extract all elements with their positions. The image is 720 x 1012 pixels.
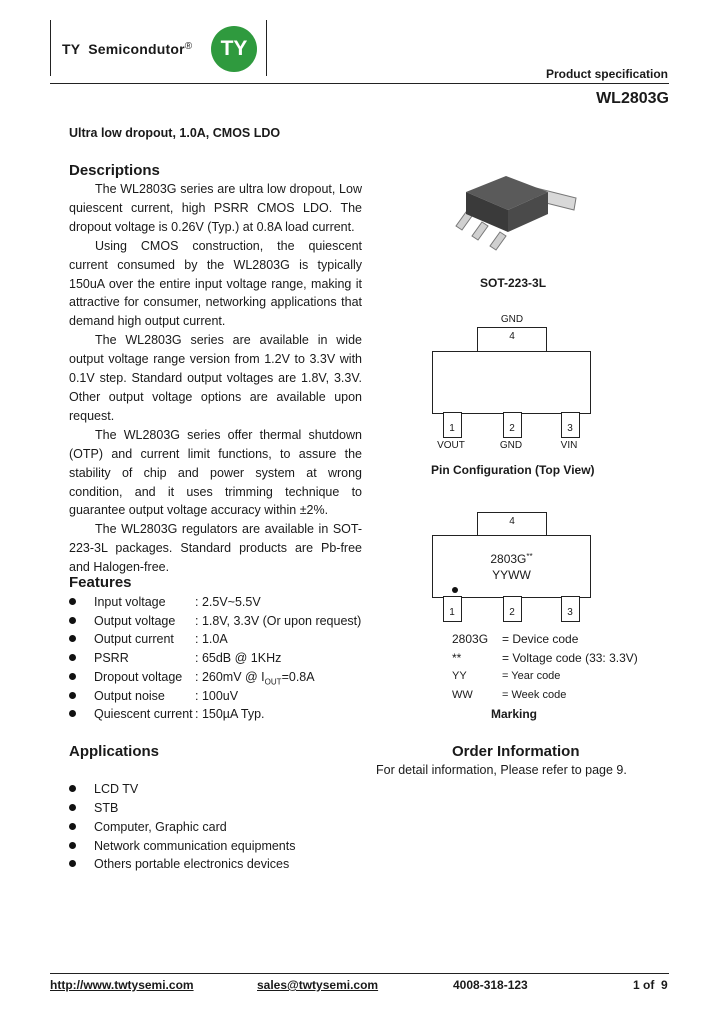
feature-value: : 150µA Typ. bbox=[195, 707, 265, 721]
application-label: Others portable electronics devices bbox=[94, 857, 290, 871]
legend-desc: = Year code bbox=[502, 670, 561, 682]
feature-label: Input voltage bbox=[94, 595, 166, 609]
legend-desc: = Device code bbox=[502, 632, 579, 646]
doc-type: Product specification bbox=[545, 67, 668, 81]
dropout-suffix: =0.8A bbox=[281, 670, 315, 684]
application-label: Computer, Graphic card bbox=[94, 820, 227, 834]
marking-tab-box bbox=[477, 512, 547, 537]
legend-code: 2803G bbox=[452, 632, 489, 646]
feature-value: : 1.8V, 3.3V (Or upon request) bbox=[195, 614, 362, 628]
pin-1-box bbox=[443, 412, 462, 438]
footer-rule bbox=[50, 973, 669, 974]
marking-line1 bbox=[433, 552, 590, 566]
legend-code: WW bbox=[452, 688, 473, 701]
pin-3-name: VIN bbox=[560, 440, 578, 451]
feature-label: Dropout voltage bbox=[94, 670, 183, 684]
legend-code: YY bbox=[452, 670, 467, 682]
registered-mark: ® bbox=[184, 41, 193, 52]
dropout-prefix: : 260mV @ I bbox=[195, 670, 265, 684]
feature-value: : 1.0A bbox=[195, 632, 228, 646]
applications-heading: Applications bbox=[69, 743, 160, 760]
marking-device-code: 2803G bbox=[490, 552, 527, 566]
footer-website-link[interactable]: http://www.twtysemi.com bbox=[50, 978, 194, 992]
desc-paragraph: The WL2803G series offer thermal shutdown (OTP) and current limit functions, to assure the stability of chip and power system at wrong condition, and it uses trimming technique to guarantee output voltage accuracy within ±2%. bbox=[69, 427, 362, 518]
application-label: LCD TV bbox=[94, 782, 139, 796]
package-caption: SOT-223-3L bbox=[480, 276, 547, 290]
legend-row bbox=[452, 649, 638, 668]
bullet-icon bbox=[69, 692, 76, 699]
bullet-icon bbox=[69, 804, 76, 811]
feature-value: : 65dB @ 1KHz bbox=[195, 651, 282, 665]
brand-text: TY Semicondutor bbox=[62, 41, 185, 57]
marking-tab-pin: 4 bbox=[509, 516, 515, 527]
order-info-heading: Order Information bbox=[452, 743, 580, 760]
pin-3-box bbox=[561, 412, 580, 438]
ty-logo bbox=[211, 26, 257, 72]
ty-logo-text: TY bbox=[220, 37, 248, 60]
bullet-icon bbox=[69, 710, 76, 717]
application-label: Network communication equipments bbox=[94, 839, 296, 853]
marking-pin-2: 2 bbox=[509, 607, 515, 618]
desc-paragraph: Using CMOS construction, the quiescent current consumed by the WL2803G is typically 150uA over the entire input voltage range, making it attractive for consumer, networking applications that demand high output current. bbox=[69, 238, 362, 329]
desc-paragraph: The WL2803G series are available in wide output voltage range version from 1.2V to 3.3V with 0.1V step. Standard output voltages are 1.8V, 3.3V. Other output voltage options are available upon request. bbox=[69, 333, 362, 423]
marking-legend bbox=[452, 630, 638, 704]
bullet-icon bbox=[69, 617, 76, 624]
marking-ic-body bbox=[432, 535, 591, 598]
bullet-icon bbox=[69, 785, 76, 792]
part-number: WL2803G bbox=[596, 90, 669, 107]
marking-caption: Marking bbox=[491, 707, 538, 721]
bullet-icon bbox=[69, 860, 76, 867]
header-rule bbox=[50, 83, 669, 84]
header-left-rule bbox=[50, 20, 51, 76]
bullet-icon bbox=[69, 823, 76, 830]
header-right-rule bbox=[266, 20, 267, 76]
dropout-sub: OUT bbox=[264, 677, 282, 687]
footer-email-link[interactable]: sales@twtysemi.com bbox=[257, 978, 379, 992]
pin-1-number: 1 bbox=[449, 423, 455, 434]
descriptions-heading: Descriptions bbox=[69, 162, 160, 179]
brand-name bbox=[62, 41, 192, 57]
legend-row bbox=[452, 667, 561, 686]
legend-row bbox=[452, 686, 567, 705]
bullet-icon bbox=[69, 654, 76, 661]
legend-row bbox=[452, 630, 579, 649]
subtitle: Ultra low dropout, 1.0A, CMOS LDO bbox=[69, 126, 281, 140]
pin-2-number: 2 bbox=[509, 423, 515, 434]
pin-2-box bbox=[503, 412, 522, 438]
marking-pin-3: 3 bbox=[567, 607, 573, 618]
feature-label: Output noise bbox=[94, 689, 165, 703]
pin-2-name: GND bbox=[499, 440, 523, 451]
legend-code: ** bbox=[452, 650, 462, 665]
feature-label: Output current bbox=[94, 632, 174, 646]
desc-paragraph: The WL2803G series are ultra low dropout, Low quiescent current, high PSRR CMOS LDO. The dropout voltage is 0.26V (Typ.) at 0.8A load current. bbox=[69, 182, 362, 234]
marking-pin-1: 1 bbox=[449, 607, 455, 618]
footer-page-number: 1 of 9 bbox=[633, 978, 668, 992]
feature-label: Quiescent current bbox=[94, 707, 193, 721]
application-label: STB bbox=[94, 801, 119, 815]
feature-label: Output voltage bbox=[94, 614, 176, 628]
pin-3-number: 3 bbox=[567, 423, 573, 434]
marking-line2: YYWW bbox=[492, 568, 531, 582]
footer-phone: 4008-318-123 bbox=[453, 978, 528, 992]
feature-value: : 2.5V~5.5V bbox=[195, 595, 261, 609]
pin-top-label: GND bbox=[500, 314, 524, 325]
marking-pin-2-box bbox=[503, 596, 522, 622]
bullet-icon bbox=[69, 842, 76, 849]
pin-1-name: VOUT bbox=[437, 440, 465, 451]
tab-pin-box bbox=[477, 327, 547, 353]
tab-pin-number: 4 bbox=[509, 331, 515, 342]
pin-config-caption: Pin Configuration (Top View) bbox=[431, 463, 595, 477]
bullet-icon bbox=[69, 635, 76, 642]
features-heading: Features bbox=[69, 574, 132, 591]
bullet-icon bbox=[69, 673, 76, 680]
desc-paragraph: The WL2803G regulators are available in SOT-223-3L packages. Standard products are Pb-free and Halogen-free. bbox=[69, 522, 362, 575]
marking-voltage-code: ** bbox=[526, 552, 533, 561]
marking-pin-3-box bbox=[561, 596, 580, 622]
legend-desc: = Week code bbox=[502, 688, 567, 701]
ic-body bbox=[432, 351, 591, 414]
sot223-package-image bbox=[448, 170, 588, 270]
legend-desc: = Voltage code (33: 3.3V) bbox=[502, 650, 638, 665]
bullet-icon bbox=[69, 598, 76, 605]
descriptions-body bbox=[69, 180, 362, 577]
pin1-dot bbox=[452, 587, 458, 593]
order-info-text: For detail information, Please refer to page 9. bbox=[376, 763, 627, 777]
marking-pin-1-box bbox=[443, 596, 462, 622]
feature-label: PSRR bbox=[94, 651, 129, 665]
feature-value: : 100uV bbox=[195, 689, 239, 703]
